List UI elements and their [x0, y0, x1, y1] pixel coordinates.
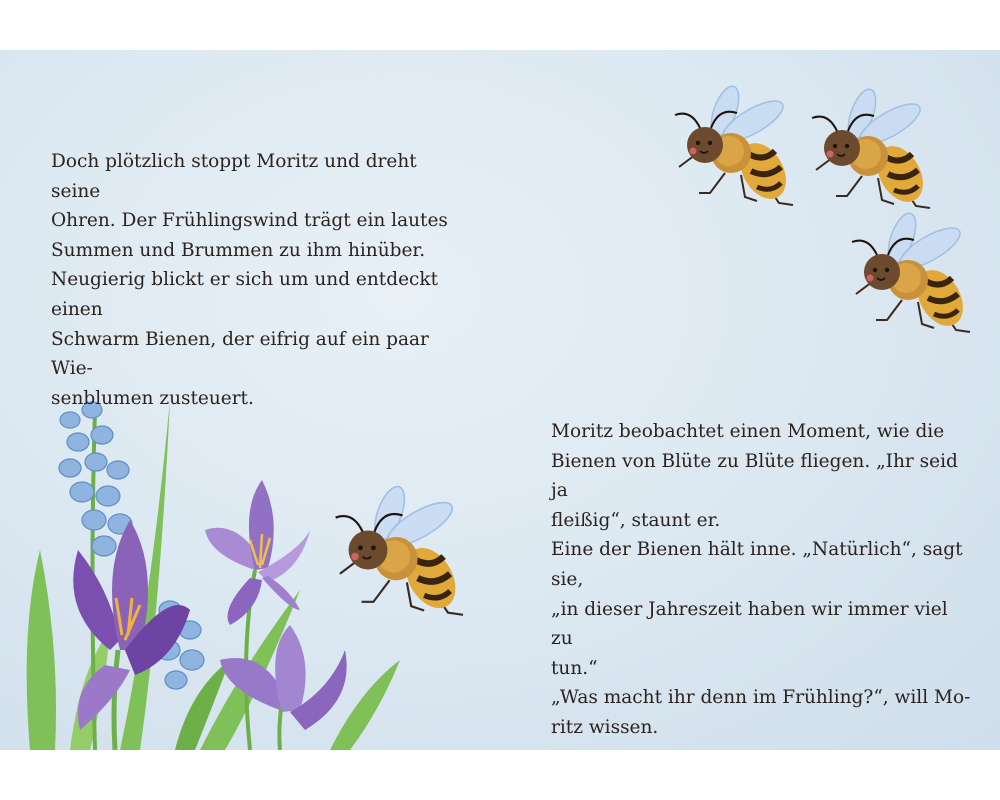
bee-2 — [812, 86, 932, 210]
crocus-bottom — [220, 625, 347, 750]
bee-4 — [336, 483, 466, 617]
story-paragraph-1: Doch plötzlich stoppt Moritz und dreht seine Ohren. Der Frühlingswind trägt ein lautes Summen und Brummen zu ihm hinüber. Neugierig blickt er sich um und entdeckt einen Schwarm Bienen, der eifrig auf ein paar Wie- senblumen zusteuert. — [51, 151, 448, 409]
bee-3 — [852, 210, 972, 334]
book-spread — [0, 50, 1000, 750]
story-paragraph-2: Moritz beobachtet einen Moment, wie die Bienen von Blüte zu Blüte fliegen. „Ihr seid ja fleißig“, staunt er. Eine der Bienen hält inne. „Natürlich“, sagt sie, „in dieser Jahreszeit haben wir immer viel zu tun.“ „Was macht ihr denn im Frühling?“, will Mo- ritz wissen. — [551, 421, 971, 738]
bee-1 — [675, 83, 795, 207]
